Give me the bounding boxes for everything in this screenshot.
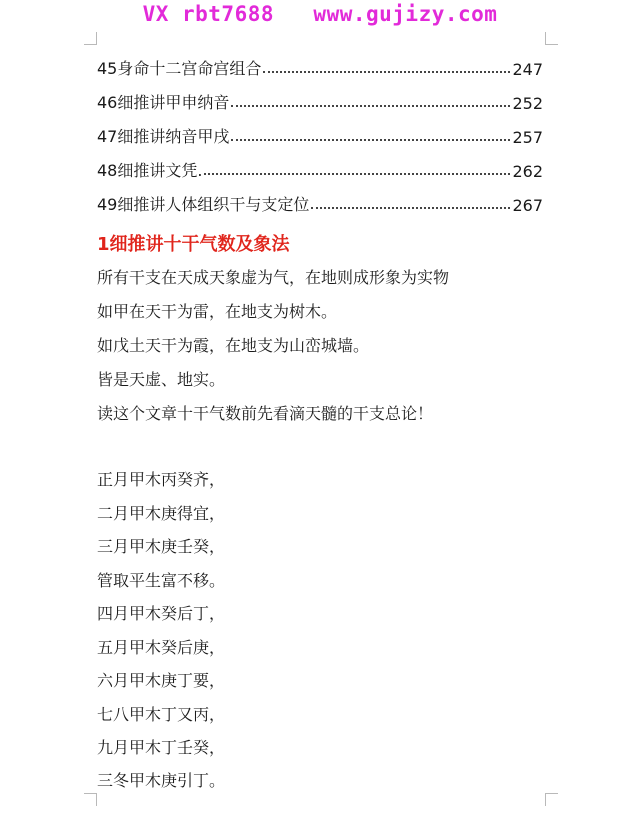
toc-leader-dots [231,139,510,141]
toc-entry-page: 247 [512,60,543,79]
toc-entry-page: 257 [512,128,543,147]
page-corner-mark-top-left [84,32,97,45]
page-corner-mark-top-right [545,32,558,45]
toc-entry-title: 47细推讲纳音甲戌 [97,127,230,146]
verse-line: 七八甲木丁又丙， [97,705,226,724]
page-corner-mark-bottom-left [84,793,97,806]
toc-entry[interactable] [97,45,543,79]
verse-line: 五月甲木癸后庚， [97,638,226,657]
toc-leader-dots [263,71,510,73]
paragraph: 皆是天虚、地实。 [97,370,226,389]
toc-entry-page: 252 [512,94,543,113]
toc-entry[interactable] [97,113,543,147]
watermark-text: VX rbt7688 www.gujizy.com [142,2,498,26]
toc-entry-title: 46细推讲甲申纳音 [97,93,230,112]
paragraph: 如戊土天干为霞，在地支为山峦城墙。 [97,336,370,355]
verse-line: 九月甲木丁壬癸， [97,738,226,757]
paragraph: 读这个文章十干气数前先看滴天髓的干支总论！ [97,404,434,423]
verse-line: 管取平生富不移。 [97,571,226,590]
toc-entry[interactable] [97,79,543,113]
paragraph: 所有干支在天成天象虚为气，在地则成形象为实物 [97,268,450,287]
toc-entry[interactable] [97,147,543,181]
verse-line: 六月甲木庚丁要， [97,671,226,690]
toc-entry-page: 262 [512,162,543,181]
section-heading: 1细推讲十干气数及象法 [97,234,290,255]
toc-leader-dots [231,105,510,107]
toc-entry-title: 48细推讲文凭. [97,161,203,180]
toc-entry-title: 49细推讲人体组织干与支定位 [97,195,310,214]
verse-line: 四月甲木癸后丁， [97,604,226,623]
verse-line: 三月甲木庚壬癸， [97,537,226,556]
paragraph: 如甲在天干为雷，在地支为树木。 [97,302,338,321]
toc-leader-dots [204,173,510,175]
toc-entry-title: 45身命十二宫命宫组合 [97,59,262,78]
toc-leader-dots [311,207,510,209]
toc-entry[interactable] [97,181,543,215]
toc-entry-page: 267 [512,196,543,215]
verse-line: 二月甲木庚得宜， [97,504,226,523]
verse-line: 三冬甲木庚引丁。 [97,771,226,790]
verse-line: 正月甲木丙癸齐， [97,470,226,489]
page-corner-mark-bottom-right [545,793,558,806]
table-of-contents [97,45,543,215]
